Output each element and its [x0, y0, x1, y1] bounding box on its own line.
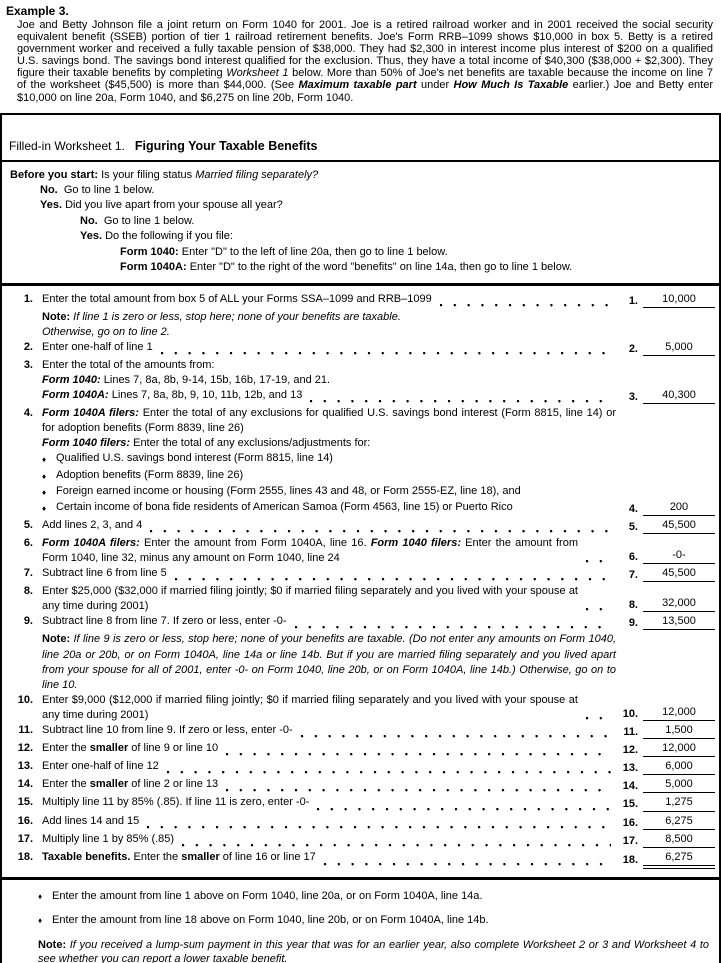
text-row [2, 436, 715, 451]
text-segment: Enter the [42, 742, 90, 755]
line-text [42, 584, 616, 614]
line-text [40, 198, 715, 213]
text-segment: Form 1040A: [42, 389, 109, 402]
dot-leader [174, 571, 611, 583]
text-segments [42, 759, 159, 777]
text-segments [42, 814, 139, 832]
line-value [643, 337, 715, 338]
worksheet-line [2, 584, 715, 614]
text-segments [80, 229, 233, 244]
text-segment: Enter the total of the amounts from: [42, 358, 215, 371]
line-text [80, 229, 715, 244]
diamond-bullet-icon: ♦ [38, 891, 43, 901]
line-value [643, 690, 715, 691]
dot-leader [160, 345, 611, 357]
text-segments [52, 889, 482, 904]
line-number: 10. [17, 693, 33, 706]
line-value: 32,000 [643, 596, 715, 612]
text-row [10, 229, 715, 244]
line-value: 45,500 [643, 566, 715, 582]
text-segment: of line 16 or line 17 [219, 850, 316, 863]
line-value: 1,275 [643, 795, 715, 811]
line-text [42, 518, 616, 536]
text-segment: Qualified U.S. savings bond interest (Form 8815, line 14) [56, 452, 333, 465]
line-text [42, 723, 616, 741]
line-text [42, 814, 616, 832]
worksheet-line [2, 536, 715, 566]
text-segments [40, 198, 283, 213]
text-segment: Note: [42, 633, 71, 646]
dot-leader [300, 728, 611, 740]
text-row [2, 451, 715, 467]
line-value: 6,275 [643, 850, 715, 869]
line-text [42, 468, 616, 484]
text-segments [42, 292, 432, 310]
text-row [2, 388, 715, 406]
text-segment: Multiply line 11 by 85% (.85). If line 11 is zero, enter -0- [42, 796, 310, 809]
line-value: 12,000 [643, 741, 715, 757]
text-segment: No. [40, 184, 58, 197]
worksheet-line [2, 566, 715, 584]
line-text [42, 614, 616, 632]
text-segment: Maximum taxable part [298, 79, 417, 92]
line-number-right: 10. [622, 707, 638, 720]
dot-leader [309, 393, 611, 405]
line-number-right: 17. [622, 834, 638, 847]
line-number: 5. [23, 518, 33, 531]
text-segment: Joe and Betty Johnson file a joint return on Form 1040 for 2001. Joe is a retired railroad worker and in 2001 received the social security equivalent benefit (SSEB) portion of tier 1 railroad retirement benefits. Joe's Form RRB–1099 shows $10,000 in box 5. Betty is a retired government worker and received a fully taxable pension of $38,000. They had $2,300 in interest income plus interest of $200 on a qualified U.S. savings bond. The savings bond interest qualified for the exclusion. Thus, they have a total income of $40,300 ($38,000 + $2,300). They figure their taxable benefits by completing [17, 19, 713, 80]
worksheet-title-prefix: Filled-in Worksheet 1. [9, 138, 125, 153]
dot-leader [294, 619, 611, 631]
text-segment: Otherwise, go on to line 2. [42, 325, 170, 338]
text-row [38, 938, 713, 963]
text-segment: Did you live apart from your spouse all year? [62, 199, 283, 212]
text-segment: Subtract line 6 from line 5 [42, 567, 167, 580]
text-segment: Go to line 1 below. [97, 214, 195, 227]
title-spacer [128, 139, 135, 153]
line-number-right: 2. [628, 342, 638, 355]
line-text [42, 795, 616, 813]
text-segment: Multiply line 1 by 85% (.85) [42, 832, 175, 845]
line-text [38, 913, 709, 928]
line-number-right: 18. [622, 853, 638, 866]
text-segments [42, 777, 218, 795]
text-segment: Enter "D" to the right of the word "benefits" on line 14a, then go to line 1 below. [186, 261, 573, 274]
text-segment: Subtract line 8 from line 7. If zero or less, enter -0- [42, 615, 287, 628]
text-row [10, 214, 715, 229]
text-segment: Before you start: [10, 168, 102, 181]
text-segment: Add lines 2, 3, and 4 [42, 518, 143, 531]
dot-leader [585, 553, 611, 565]
text-row [10, 168, 715, 183]
text-segment: Add lines 14 and 15 [42, 814, 140, 827]
dot-leader [585, 710, 611, 722]
text-segment: earlier.) Joe and Betty enter $10,000 on line 20a, Form 1040, and $6,275 on line 20b, Form 1040. [17, 79, 714, 104]
dot-leader [225, 746, 611, 758]
text-segment: Adoption benefits (Form 8839, line 26) [56, 468, 244, 481]
dot-leader [323, 856, 611, 868]
line-text [42, 388, 616, 406]
text-segments [56, 484, 521, 500]
line-text [42, 373, 616, 388]
line-number-right: 16. [622, 816, 638, 829]
text-segments [120, 245, 448, 260]
text-segment: Enter $9,000 ($12,000 if married filing jointly; $0 if married filing separately and you lived with your spouse at any time during 2001) [42, 693, 582, 721]
diamond-bullet-icon: ♦ [42, 455, 47, 465]
line-value: 8,500 [643, 832, 715, 848]
text-segments [52, 913, 489, 928]
text-segments [42, 566, 167, 584]
line-number-right: 13. [622, 762, 638, 775]
text-segments [80, 214, 194, 229]
line-value [643, 370, 715, 371]
line-number: 18. [17, 850, 33, 863]
text-segments [42, 850, 316, 869]
text-segments [42, 795, 309, 813]
text-segment: Enter the amount from Form 1040, line 32, minus any amount on Form 1040, line 24 [42, 536, 582, 564]
worksheet-footer-section [2, 880, 719, 963]
worksheet-line [2, 795, 715, 813]
dot-leader [316, 801, 611, 813]
example-section [0, 0, 721, 104]
text-segment: Enter "D" to the left of line 20a, then go to line 1 below. [178, 245, 448, 258]
line-number: 16. [17, 814, 33, 827]
line-value: 13,500 [643, 614, 715, 630]
text-segment: Enter one-half of line 1 [42, 340, 153, 353]
text-segment: Go to line 1 below. [57, 184, 155, 197]
text-segment: No. [80, 214, 98, 227]
text-segment: Form 1040: [120, 245, 179, 258]
text-segment: Enter the amount from line 1 above on Form 1040, line 20a, or on Form 1040A, line 14a. [52, 889, 483, 902]
dot-leader [146, 819, 611, 831]
line-text [42, 292, 616, 310]
text-segment: Lines 7, 8a, 8b, 9, 10, 11b, 12b, and 13 [108, 389, 303, 402]
text-segment: smaller [181, 850, 220, 863]
text-segment: Do the following if you file: [102, 230, 233, 243]
worksheet-line [2, 292, 715, 310]
line-number-right: 14. [622, 780, 638, 793]
text-segments [42, 741, 218, 759]
diamond-bullet-icon: ♦ [42, 503, 47, 513]
text-segment: Is your filing status [101, 168, 196, 181]
line-text [42, 566, 616, 584]
text-segments [42, 518, 142, 536]
line-number: 11. [18, 724, 33, 737]
line-value: -0- [643, 548, 715, 564]
line-number: 14. [17, 778, 33, 791]
line-value: 40,300 [643, 388, 715, 404]
line-number-right: 9. [628, 617, 638, 630]
example-paragraph [17, 19, 713, 104]
dot-leader [149, 523, 611, 535]
text-segment: Enter the [130, 850, 182, 863]
worksheet-title-main: Figuring Your Taxable Benefits [134, 138, 318, 153]
worksheet-title [2, 115, 719, 162]
worksheet-line [2, 340, 715, 358]
line-number-right: 15. [622, 798, 638, 811]
line-value: 6,000 [643, 759, 715, 775]
line-number-right: 11. [623, 726, 638, 739]
line-value [643, 322, 715, 323]
line-value: 12,000 [643, 705, 715, 721]
text-row [2, 325, 715, 340]
diamond-bullet-icon: ♦ [42, 471, 47, 481]
text-segment: Enter the amount from line 18 above on Form 1040, line 20b, or on Form 1040A, line 14b. [52, 914, 489, 927]
text-row [38, 889, 709, 904]
text-segment: Note: [38, 938, 67, 951]
line-value [643, 465, 715, 466]
text-row [2, 500, 715, 518]
text-segments [42, 693, 582, 723]
line-value: 1,500 [643, 723, 715, 739]
line-text [42, 451, 616, 467]
worksheet-line [2, 723, 715, 741]
text-row [2, 484, 715, 500]
text-segment: smaller [89, 742, 129, 755]
text-segments [42, 358, 214, 373]
text-segments [42, 584, 582, 614]
text-segment: of line 2 or line 13 [128, 778, 219, 791]
diamond-bullet-icon: ♦ [38, 916, 43, 926]
text-segment: Foreign earned income or housing (Form 2555, lines 43 and 48, or Form 2555-EZ, line 18), and [56, 484, 521, 497]
line-number-right: 8. [628, 599, 638, 612]
line-value [643, 433, 715, 434]
before-you-start-section [2, 162, 719, 286]
text-segment: Married filing separately? [195, 168, 319, 181]
line-number: 9. [23, 615, 33, 628]
line-number: 8. [23, 585, 33, 598]
text-segments [56, 451, 333, 467]
worksheet-line [2, 832, 715, 850]
worksheet-line [2, 358, 715, 373]
text-segment: Enter the [42, 778, 90, 791]
text-segments [42, 614, 287, 632]
line-text [42, 500, 616, 518]
text-row [2, 468, 715, 484]
text-segments [120, 260, 572, 275]
line-value: 45,500 [643, 518, 715, 534]
line-text [42, 693, 616, 723]
text-segment: Form 1040 filers: [370, 536, 461, 549]
text-segments [38, 938, 713, 963]
text-segments [42, 373, 330, 388]
text-segment: Form 1040 filers: [42, 437, 131, 450]
line-number-right: 7. [628, 569, 638, 582]
line-value: 5,000 [643, 777, 715, 793]
text-segment: of line 9 or line 10 [128, 742, 219, 755]
text-segment: Certain income of bona fide residents of American Samoa (Form 4563, line 15) or Puerto Rico [56, 500, 513, 513]
text-segments [42, 436, 370, 451]
text-segment: Taxable benefits. [42, 850, 131, 863]
dot-leader [225, 782, 611, 794]
text-segment: smaller [89, 778, 129, 791]
line-number: 12. [17, 742, 33, 755]
text-segments [56, 468, 243, 484]
line-number-right: 3. [628, 391, 638, 404]
line-text [80, 214, 715, 229]
dot-leader [585, 601, 611, 613]
text-segment: Note: [42, 310, 71, 323]
worksheet-line [2, 741, 715, 759]
line-text [42, 340, 616, 358]
text-segment: Worksheet 1 [226, 67, 289, 80]
line-value: 10,000 [643, 292, 715, 308]
text-segments [40, 183, 154, 198]
line-number-right: 4. [628, 502, 638, 515]
worksheet-lines-section [2, 286, 719, 880]
line-text [38, 889, 709, 904]
worksheet-line [2, 518, 715, 536]
text-segment: Enter the total of any exclusions/adjustments for: [130, 437, 371, 450]
text-segment: under [416, 79, 454, 92]
text-segments [42, 723, 293, 741]
line-text [42, 358, 616, 373]
text-row [10, 183, 715, 198]
text-segment: If line 1 is zero or less, stop here; none of your benefits are taxable. [70, 310, 401, 323]
line-text [38, 938, 713, 963]
line-text [42, 741, 616, 759]
line-text [120, 260, 715, 275]
dot-leader [181, 837, 611, 849]
line-text [42, 777, 616, 795]
text-segments [42, 632, 620, 692]
worksheet-line [2, 406, 715, 436]
text-row [38, 913, 709, 928]
line-text [42, 406, 620, 436]
dot-leader [166, 764, 611, 776]
line-text [42, 832, 616, 850]
line-value [643, 385, 715, 386]
text-segments [42, 536, 582, 566]
line-text [40, 183, 715, 198]
text-segment: If line 9 is zero or less, stop here; none of your benefits are taxable. (Do not enter any amounts on Form 1040, line 20a or 20b, or on Form 1040A, line 14a or line 14b. But if you are married filing separately and you lived apart from your spouse for all of 2001, enter -0- on Form 1040, line 20b, or on Form 1040A, line 14b.) Otherwise, go on to line 10. [42, 633, 620, 691]
diamond-bullet-icon: ♦ [42, 487, 47, 497]
line-text [120, 245, 715, 260]
line-value [643, 448, 715, 449]
text-segment: Form 1040A: [120, 261, 187, 274]
line-text [42, 850, 616, 869]
worksheet-line [2, 777, 715, 795]
line-number: 13. [17, 760, 33, 773]
line-number: 15. [17, 796, 33, 809]
text-segment: Form 1040A filers: [42, 536, 140, 549]
line-text [42, 436, 616, 451]
line-text [42, 325, 616, 340]
line-number-right: 5. [628, 520, 638, 533]
text-segment: Yes. [80, 230, 103, 243]
text-row [10, 245, 715, 260]
text-row [2, 632, 715, 692]
text-segment: Lines 7, 8a, 8b, 9-14, 15b, 16b, 17-19, and 21. [100, 373, 331, 386]
line-value [643, 481, 715, 482]
text-row [10, 260, 715, 275]
text-segment: Enter the total of any exclusions for qualified U.S. savings bond interest (Form 8815, line 14) or for adoption benefits (Form 8839, line 26) [42, 407, 620, 435]
line-number: 1. [23, 292, 33, 305]
text-segment: Subtract line 10 from line 9. If zero or less, enter -0- [42, 724, 293, 737]
text-segment: Enter the amount from Form 1040A, line 16. [139, 536, 371, 549]
worksheet-box [0, 113, 721, 963]
text-segment: If you received a lump-sum payment in this year that was for an earlier year, also complete Worksheet 2 or 3 and Worksheet 4 to see whether you can report a lower taxable benefit. [38, 938, 713, 963]
text-segment: Form 1040A filers: [42, 407, 139, 420]
text-segments [42, 310, 401, 325]
line-number-right: 1. [628, 294, 638, 307]
text-segments [42, 325, 170, 340]
worksheet-line [2, 814, 715, 832]
line-text [42, 632, 620, 692]
line-value: 5,000 [643, 340, 715, 356]
worksheet-line [2, 850, 715, 869]
dot-leader [439, 297, 611, 309]
line-value [643, 497, 715, 498]
line-number: 4. [23, 407, 33, 420]
text-segments [42, 832, 174, 850]
line-text [42, 759, 616, 777]
text-segments [10, 168, 318, 183]
text-segment: below. More than 50% of Joe's net benefits are taxable because the income on line 7 of the worksheet ($45,500) is more than $44,000. (See [17, 67, 714, 92]
text-segment: Form 1040: [42, 373, 101, 386]
line-number-right: 6. [628, 551, 638, 563]
text-segment: How Much Is Taxable [453, 79, 569, 92]
text-row [2, 310, 715, 325]
line-text [10, 168, 715, 183]
line-number: 2. [23, 340, 33, 353]
line-number: 17. [17, 832, 33, 845]
text-segment: Enter one-half of line 12 [42, 760, 159, 773]
text-row [2, 373, 715, 388]
line-value: 200 [643, 500, 715, 516]
example-heading: Example 3. [6, 4, 69, 18]
text-segment: Enter the total amount from box 5 of ALL your Forms SSA–1099 and RRB–1099 [42, 292, 432, 305]
line-text [42, 310, 616, 325]
worksheet-line [2, 614, 715, 632]
line-number-right: 12. [622, 744, 638, 757]
text-row [10, 198, 715, 213]
text-segments [42, 406, 620, 436]
line-number: 6. [23, 536, 33, 549]
line-number: 7. [23, 567, 33, 580]
worksheet-line [2, 693, 715, 723]
text-segment: Yes. [40, 199, 63, 212]
line-value: 6,275 [643, 814, 715, 830]
line-text [42, 484, 616, 500]
line-text [42, 536, 616, 566]
text-segments [42, 340, 153, 358]
worksheet-line [2, 759, 715, 777]
text-segments [56, 500, 513, 518]
line-number: 3. [23, 358, 33, 371]
text-segments [42, 388, 302, 406]
text-segment: Enter $25,000 ($32,000 if married filing jointly; $0 if married filing separately and you lived with your spouse at any time during 2001) [42, 585, 582, 613]
